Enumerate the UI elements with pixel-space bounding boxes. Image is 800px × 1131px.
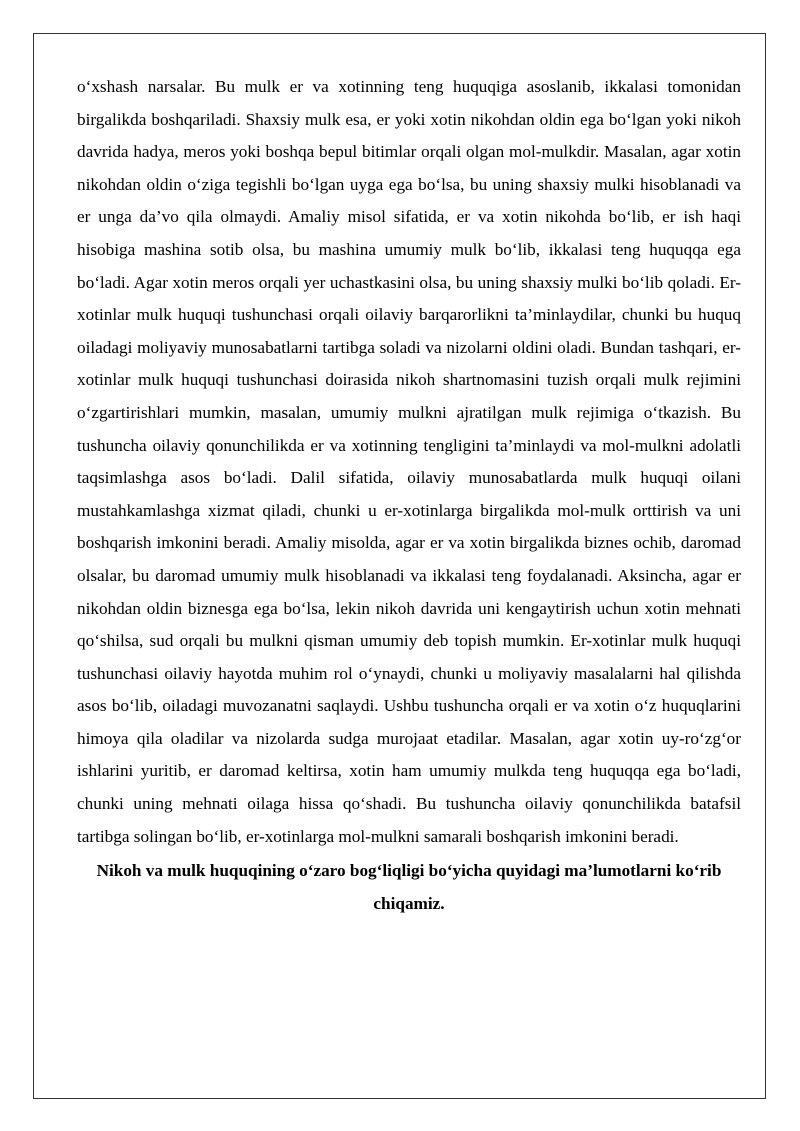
section-heading: Nikoh va mulk huquqining o‘zaro bog‘liqligi bo‘yicha quyidagi ma’lumotlarni ko‘rib chiqamiz. [96,861,722,913]
body-paragraph: o‘xshash narsalar. Bu mulk er va xotinning teng huquqiga asoslanib, ikkalasi tomonidan birgalikda boshqariladi. Shaxsiy mulk esa, er yoki xotin nikohdan oldin ega bo‘lgan yoki nikoh davrida hadya, meros yoki boshqa bepul bitimlar orqali olgan mol-mulkdir. Masalan, agar xotin nikohdan oldin o‘ziga tegishli bo‘lgan uyga ega bo‘lsa, bu uning shaxsiy mulki hisoblanadi va er unga da’vo qila olmaydi. Amaliy misol sifatida, er va xotin nikohda bo‘lib, er ish haqi hisobiga mashina sotib olsa, bu mashina umumiy mulk bo‘lib, ikkalasi teng huquqqa ega bo‘ladi. Agar xotin meros orqali yer uchastkasini olsa, bu uning shaxsiy mulki bo‘lib qoladi. Er-xotinlar mulk huquqi tushunchasi orqali oilaviy barqarorlikni ta’minlaydilar, chunki bu huquq oiladagi moliyaviy munosabatlarni tartibga soladi va nizolarni oldini oladi. Bundan tashqari, er-xotinlar mulk huquqi tushunchasi doirasida nikoh shartnomasini tuzish orqali mulk rejimini o‘zgartirishlari mumkin, masalan, umumiy mulkni ajratilgan mulk rejimiga o‘tkazish. Bu tushuncha oilaviy qonunchilikda er va xotinning tengligini ta’minlaydi va mol-mulkni adolatli taqsimlashga asos bo‘ladi. Dalil sifatida, oilaviy munosabatlarda mulk huquqi oilani mustahkamlashga xizmat qiladi, chunki u er-xotinlarga birgalikda mol-mulk orttirish va uni boshqarish imkonini beradi. Amaliy misolda, agar er va xotin birgalikda biznes ochib, daromad olsalar, bu daromad umumiy mulk hisoblanadi va ikkalasi teng foydalanadi. Aksincha, agar er nikohdan oldin biznesga ega bo‘lsa, lekin nikoh davrida uni kengaytirish uchun xotin mehnati qo‘shilsa, sud orqali bu mulkni qisman umumiy deb topish mumkin. Er-xotinlar mulk huquqi tushunchasi oilaviy hayotda muhim rol o‘ynaydi, chunki u moliyaviy masalalarni hal qilishda asos bo‘lib, oiladagi muvozanatni saqlaydi. Ushbu tushuncha orqali er va xotin o‘z huquqlarini himoya qila oladilar va nizolarda sudga murojaat etadilar. Masalan, agar xotin uy-ro‘zg‘or ishlarini yuritib, er daromad keltirsa, xotin ham umumiy mulkda teng huquqqa ega bo‘ladi, chunki uning mehnati oilaga hissa qo‘shadi. Bu tushuncha oilaviy qonunchilikda batafsil tartibga solingan bo‘lib, er-xotinlarga mol-mulkni samarali boshqarish imkonini beradi. [77,77,741,846]
page-content [77,71,741,920]
